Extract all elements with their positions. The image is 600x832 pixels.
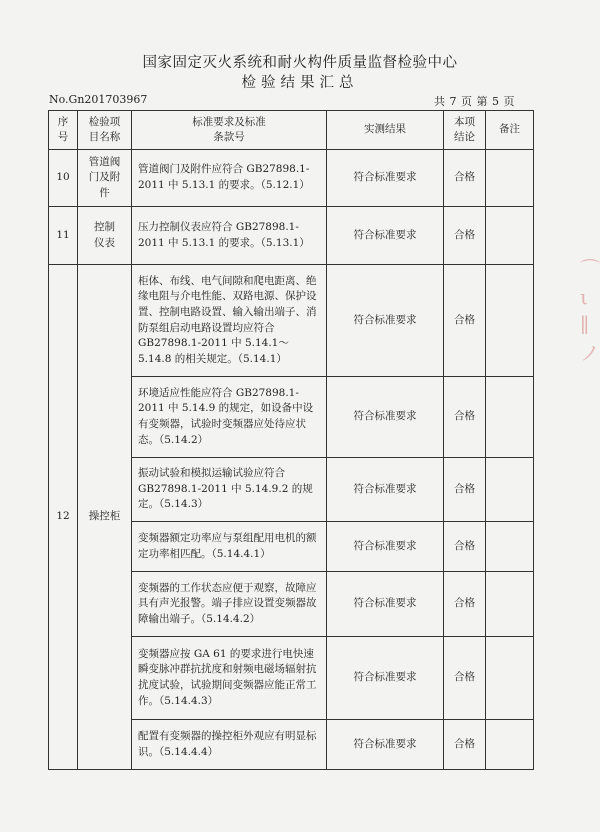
table-row xyxy=(49,265,534,377)
results-table xyxy=(48,110,534,770)
row-item: 操控柜 xyxy=(78,265,132,770)
row-conclusion: 合格 xyxy=(444,522,486,572)
row-item: 控制仪表 xyxy=(78,207,132,265)
row-remark xyxy=(486,207,534,265)
table-row xyxy=(49,150,534,207)
row-conclusion: 合格 xyxy=(444,265,486,377)
row-result: 符合标准要求 xyxy=(327,522,444,572)
row-result: 符合标准要求 xyxy=(327,637,444,720)
row-no: 10 xyxy=(49,150,78,207)
row-remark xyxy=(486,458,534,522)
row-remark xyxy=(486,265,534,377)
seal-stamp-fragment: ⌒ ι ∥ ノ xyxy=(580,257,600,365)
row-conclusion: 合格 xyxy=(444,637,486,720)
header-conclusion: 本项结论 xyxy=(444,111,486,150)
row-requirement: 变频器的工作状态应便于观察，故障应具有声光报警。端子排应设置变频器故障输出端子。（5.14.4.2） xyxy=(132,572,327,637)
org-title: 国家固定灭火系统和耐火构件质量监督检验中心 xyxy=(142,55,458,71)
row-conclusion: 合格 xyxy=(444,150,486,207)
header-requirement: 标准要求及标准条款号 xyxy=(132,111,327,150)
row-requirement: 压力控制仪表应符合 GB27898.1-2011 中 5.13.1 的要求。（5.13.1） xyxy=(132,207,327,265)
row-requirement: 配置有变频器的操控柜外观应有明显标识。（5.14.4.4） xyxy=(132,720,327,770)
row-remark xyxy=(486,637,534,720)
row-requirement: 变频器额定功率应与泵组配用电机的额定功率相匹配。（5.14.4.1） xyxy=(132,522,327,572)
header-row xyxy=(49,111,534,150)
row-conclusion: 合格 xyxy=(444,377,486,458)
row-no: 12 xyxy=(49,265,78,770)
header-item: 检验项目名称 xyxy=(78,111,132,150)
table-row xyxy=(49,207,534,265)
row-remark xyxy=(486,150,534,207)
document-number: No.Gn201703967 xyxy=(49,93,148,106)
row-conclusion: 合格 xyxy=(444,572,486,637)
header-result: 实测结果 xyxy=(327,111,444,150)
row-requirement: 环境适应性能应符合 GB27898.1-2011 中 5.14.9 的规定，如设备中设有变频器，试验时变频器应处待应状态。（5.14.2） xyxy=(132,377,327,458)
row-remark xyxy=(486,720,534,770)
row-conclusion: 合格 xyxy=(444,207,486,265)
row-remark xyxy=(486,572,534,637)
row-conclusion: 合格 xyxy=(444,720,486,770)
row-conclusion: 合格 xyxy=(444,458,486,522)
row-result: 符合标准要求 xyxy=(327,207,444,265)
row-result: 符合标准要求 xyxy=(327,572,444,637)
header-remark: 备注 xyxy=(486,111,534,150)
row-remark xyxy=(486,522,534,572)
header-no: 序号 xyxy=(49,111,78,150)
row-result: 符合标准要求 xyxy=(327,720,444,770)
row-requirement: 柜体、布线、电气间隙和爬电距离、绝缘电阻与介电性能、双路电源、保护设置、控制电路设置、输入输出端子、消防泵组启动电路设置均应符合 GB27898.1-2011 中 5.14.1～5.14.8 的相关规定。（5.14.1） xyxy=(132,265,327,377)
row-requirement: 变频器应按 GA 61 的要求进行电快速瞬变脉冲群抗扰度和射频电磁场辐射抗扰度试验，试验期间变频器应能正常工作。（5.14.4.3） xyxy=(132,637,327,720)
row-result: 符合标准要求 xyxy=(327,458,444,522)
row-requirement: 管道阀门及附件应符合 GB27898.1-2011 中 5.13.1 的要求。（5.12.1） xyxy=(132,150,327,207)
row-result: 符合标准要求 xyxy=(327,265,444,377)
row-item: 管道阀门及附件 xyxy=(78,150,132,207)
row-requirement: 振动试验和模拟运输试验应符合 GB27898.1-2011 中 5.14.9.2 的规定。（5.14.3） xyxy=(132,458,327,522)
doc-title: 检验结果汇总 xyxy=(241,75,359,91)
row-no: 11 xyxy=(49,207,78,265)
row-remark xyxy=(486,377,534,458)
row-result: 符合标准要求 xyxy=(327,377,444,458)
row-result: 符合标准要求 xyxy=(327,150,444,207)
page-info: 共 7 页 第 5 页 xyxy=(434,95,515,108)
